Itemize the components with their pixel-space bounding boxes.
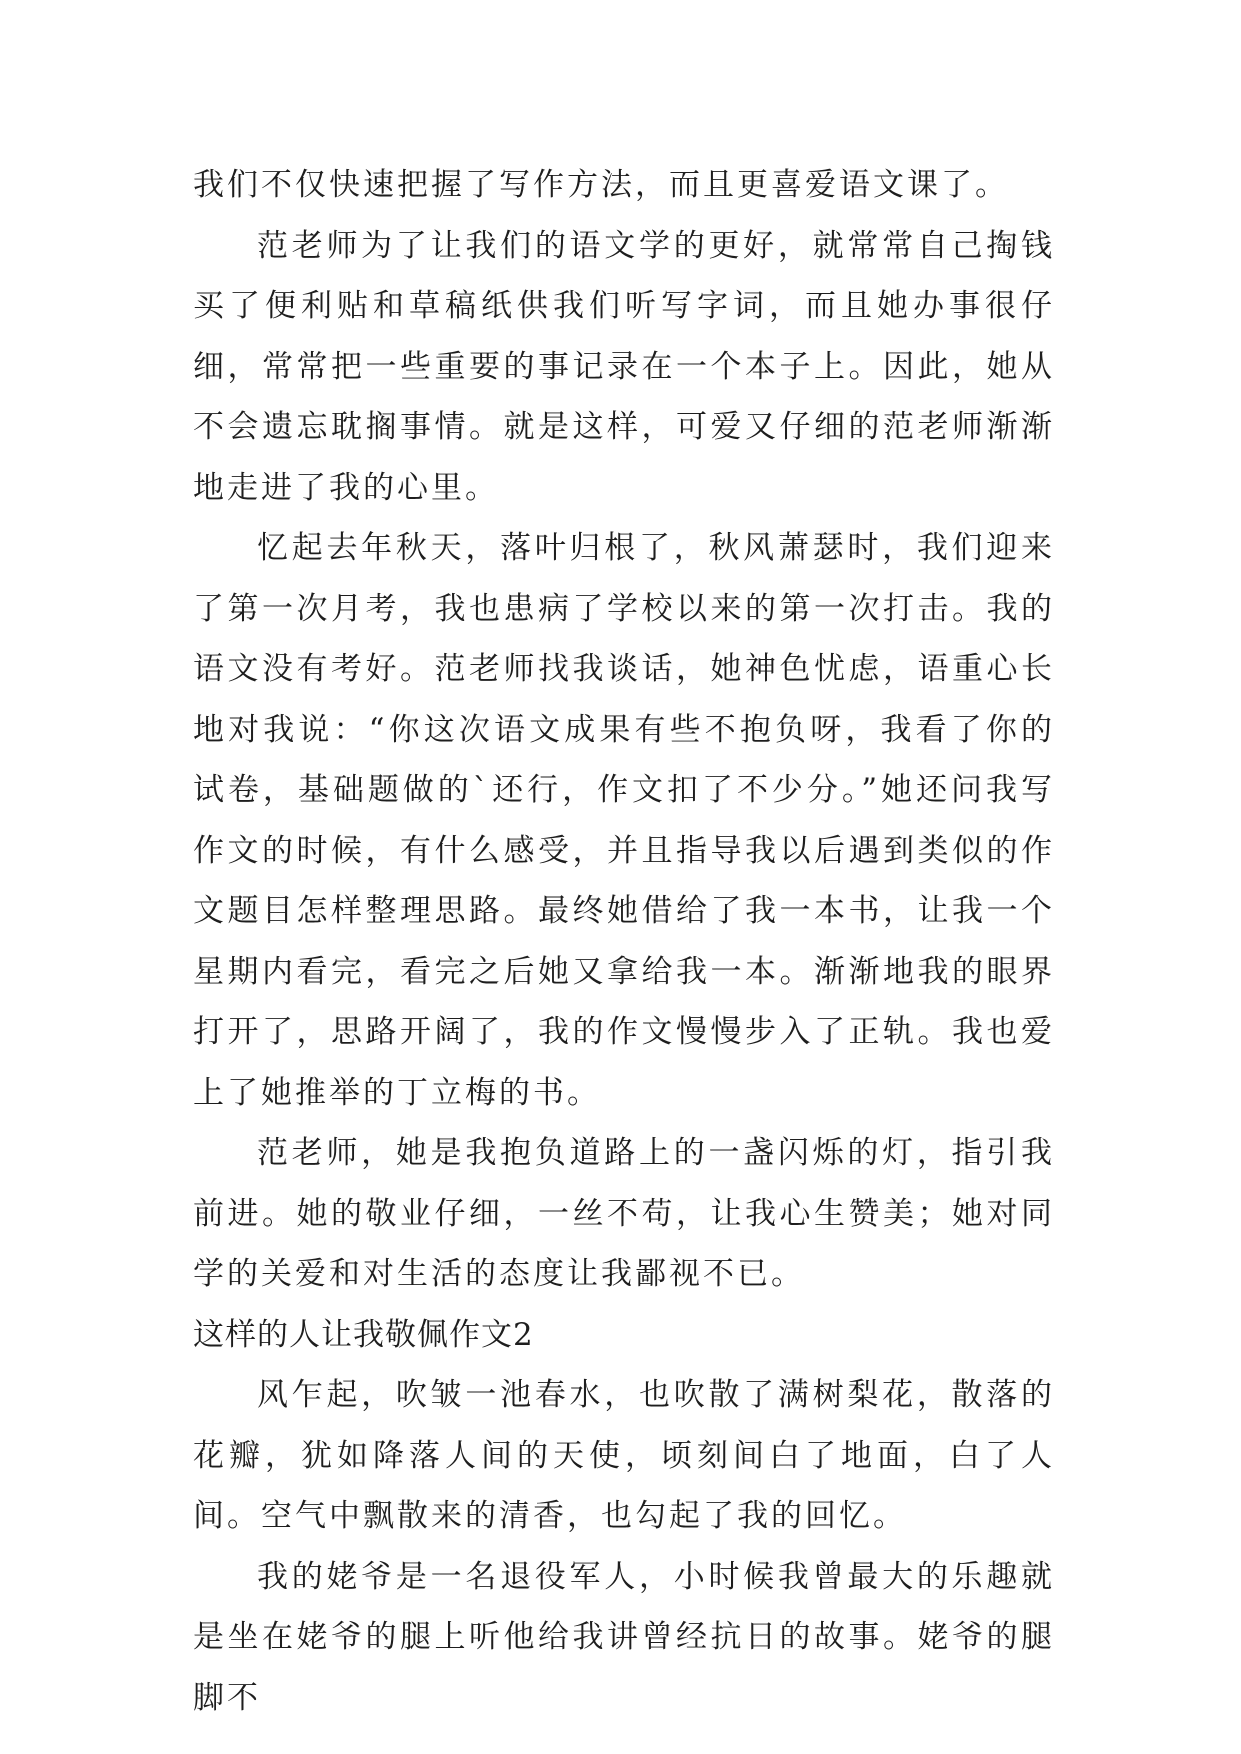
paragraph-grandfather: 我的姥爷是一名退役军人，小时候我曾最大的乐趣就是坐在姥爷的腿上听他给我讲曾经抗日的故事。姥爷的腿脚不 [193,1558,1055,1716]
paragraph-pear-blossoms: 风乍起，吹皱一池春水，也吹散了满树梨花，散落的花瓣，犹如降落人间的天使，顷刻间白了地面，白了人间。空气中飘散来的清香，也勾起了我的回忆。 [193,1377,1055,1534]
document-body [193,155,1055,1728]
paragraph-monthly-exam: 忆起去年秋天，落叶归根了，秋风萧瑟时，我们迎来了第一次月考，我也患病了学校以来的第一次打击。我的语文没有考好。范老师找我谈话，她神色忧虑，语重心长地对我说：“你这次语文成果有些不抱负呀，我看了你的试卷，基础题做的`还行，作文扣了不少分。”她还问我写作文的时候，有什么感受，并且指导我以后遇到类似的作文题目怎样整理思路。最终她借给了我一本书，让我一个星期内看完，看完之后她又拿给我一本。渐渐地我的眼界打开了，思路开阔了，我的作文慢慢步入了正轨。我也爱上了她推举的丁立梅的书。 [193,530,1055,1111]
paragraph-guiding-light: 范老师，她是我抱负道路上的一盏闪烁的灯，指引我前进。她的敬业仔细，一丝不苟，让我心生赞美；她对同学的关爱和对生活的态度让我鄙视不已。 [193,1135,1055,1292]
paragraph-teacher-care: 范老师为了让我们的语文学的更好，就常常自己掏钱买了便利贴和草稿纸供我们听写字词，而且她办事很仔细，常常把一些重要的事记录在一个本子上。因此，她从不会遗忘耽搁事情。就是这样，可爱又仔细的范老师渐渐地走进了我的心里。 [193,227,1055,506]
paragraph-continuation: 我们不仅快速把握了写作方法，而且更喜爱语文课了。 [193,167,1009,203]
essay-title: 这样的人让我敬佩作文2 [193,1316,534,1353]
